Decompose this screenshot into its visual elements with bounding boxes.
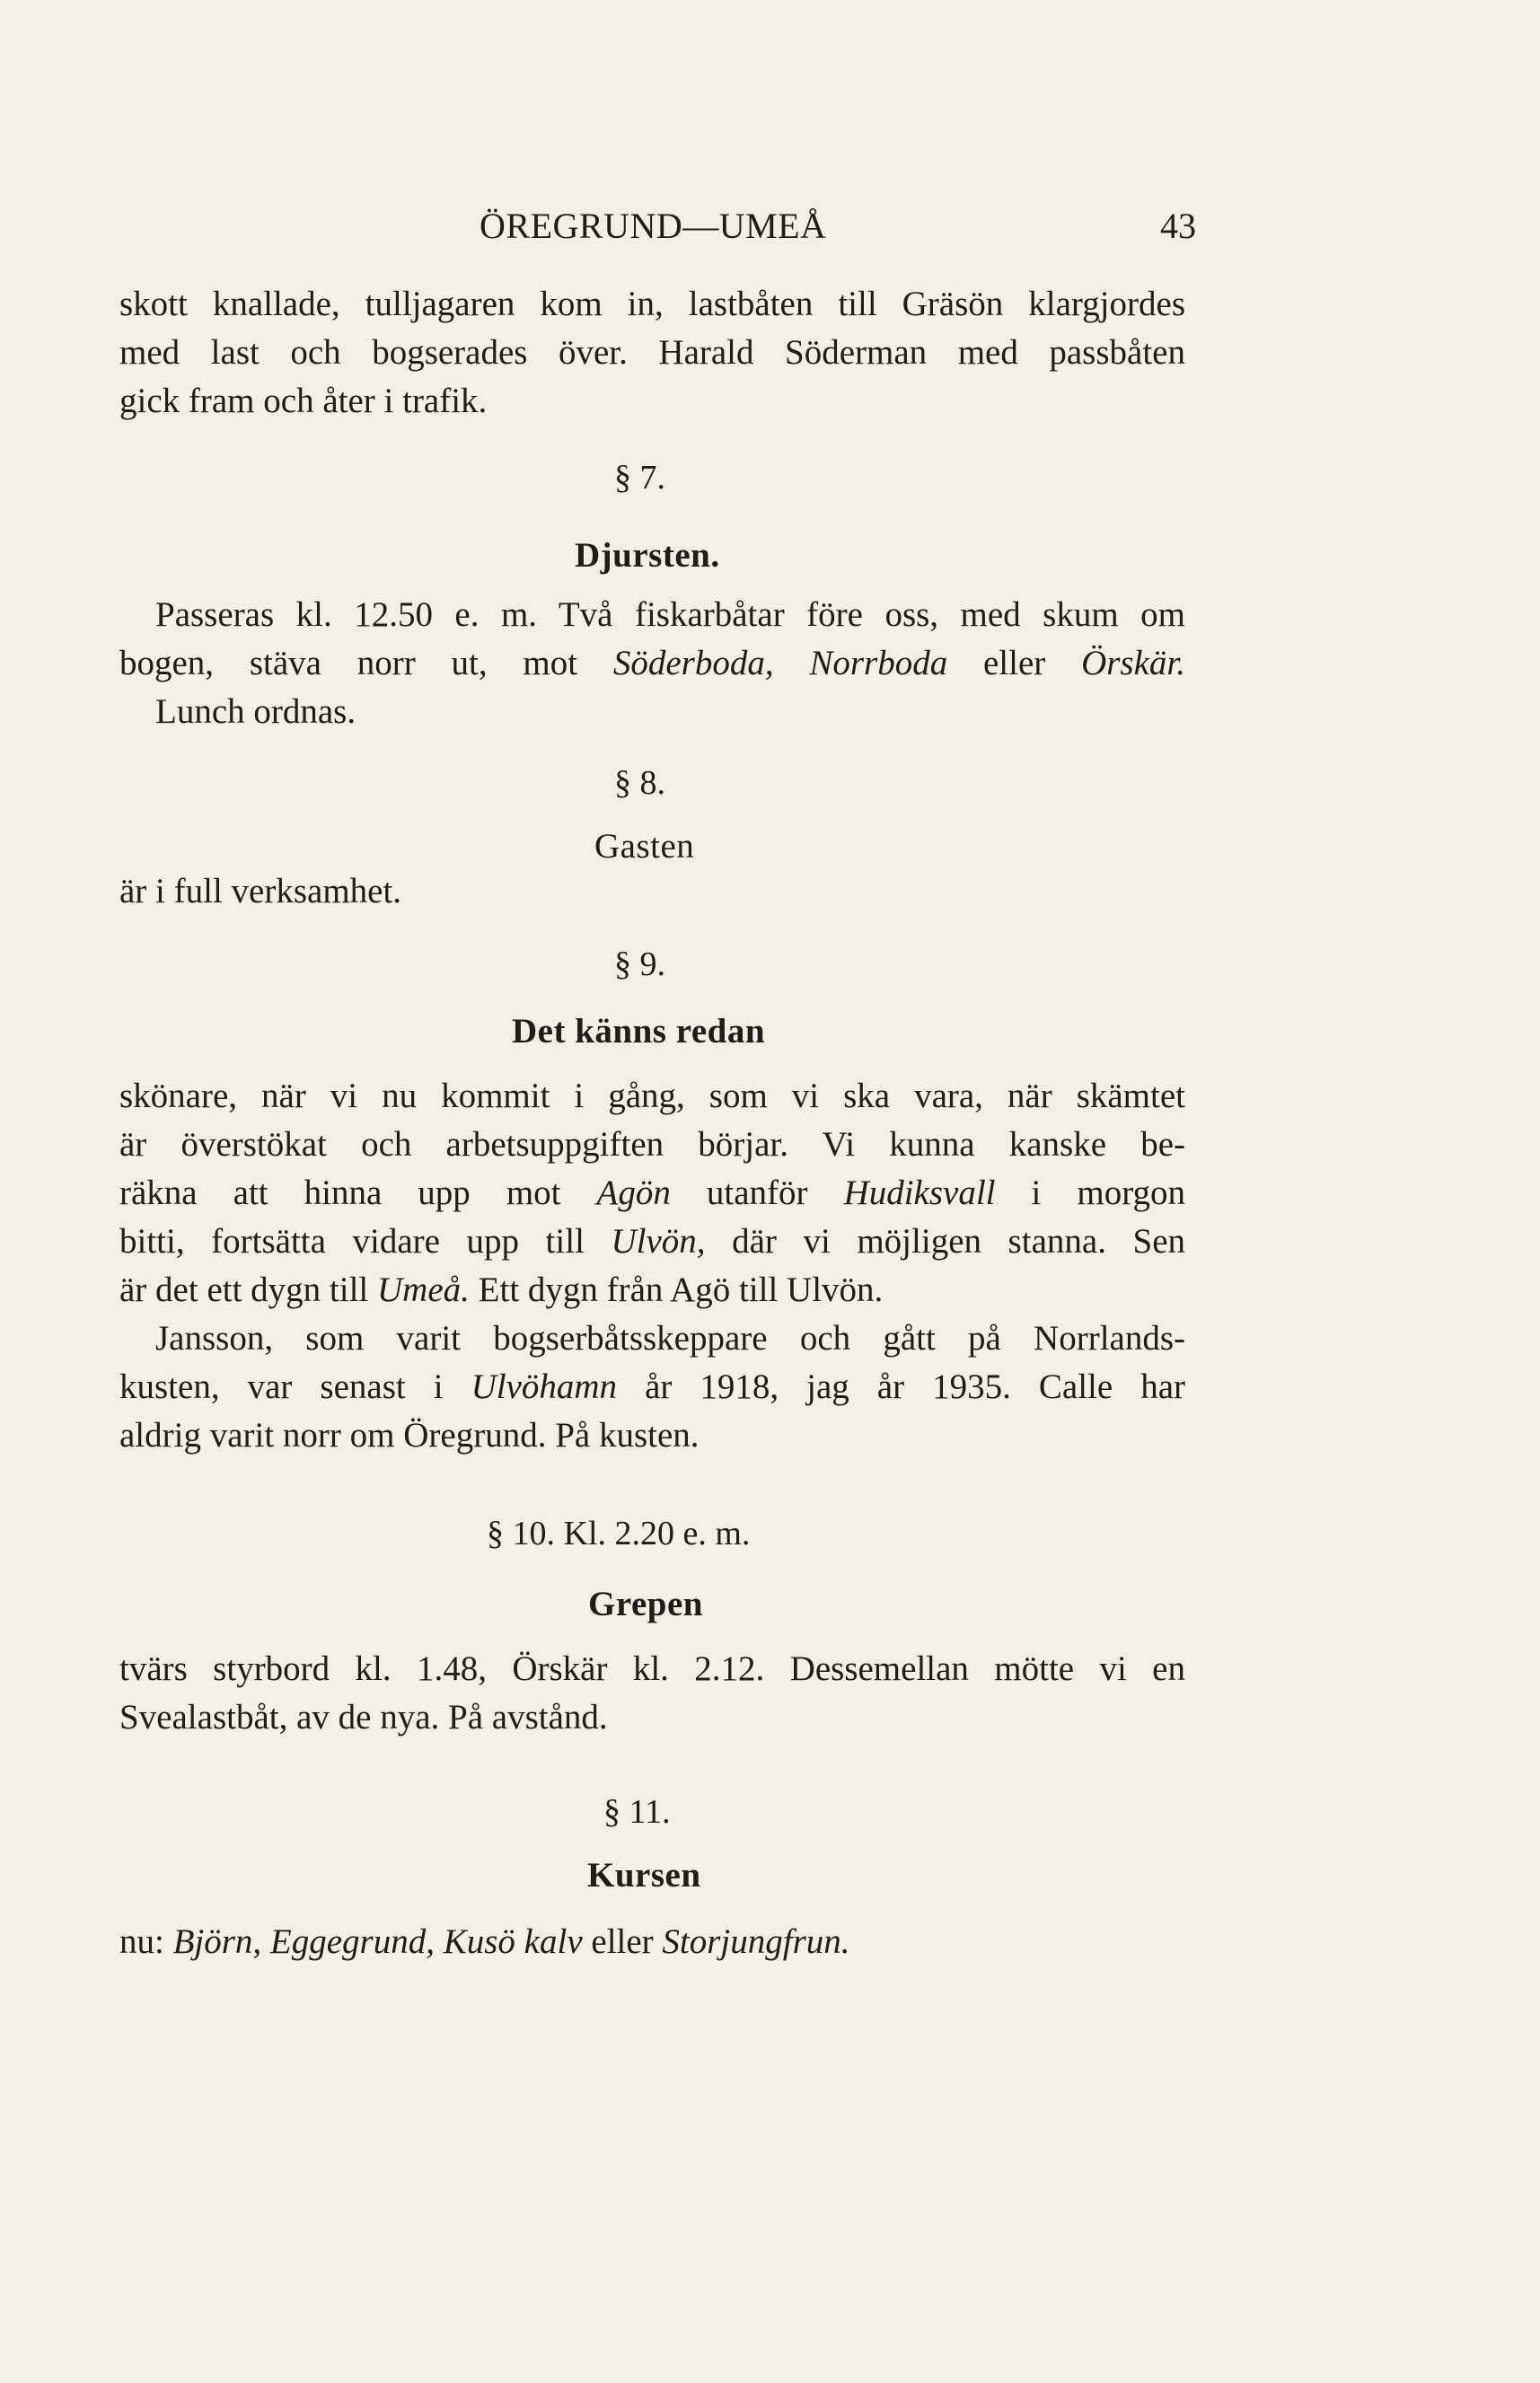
text-line: bogen, stäva norr ut, mot Söderboda, Norrboda eller Örskär.: [119, 644, 1185, 682]
text-line: gick fram och åter i trafik.: [119, 382, 488, 420]
text-line: kusten, var senast i Ulvöhamn år 1918, jag år 1935. Calle har: [119, 1367, 1186, 1406]
section-7-paragraph: [119, 591, 1185, 736]
section-heading-djursten: Djursten.: [575, 536, 720, 575]
text-line: Jansson, som varit bogserbåtsskeppare och gått på Norrlands-: [155, 1319, 1185, 1358]
text-line: Svealastbåt, av de nya. På avstånd.: [119, 1698, 608, 1737]
text-line: bitti, fortsätta vidare upp till Ulvön, där vi möjligen stanna. Sen: [119, 1222, 1186, 1261]
page-number: 43: [1160, 206, 1196, 246]
section-10-paragraph: [119, 1645, 1185, 1742]
section-8-text: är i full verksamhet.: [119, 872, 402, 910]
text-line: skönare, när vi nu kommit i gång, som vi ska vara, när skämtet: [119, 1077, 1185, 1115]
section-9-paragraph: [119, 1072, 1185, 1460]
section-heading-gasten: Gasten: [594, 827, 695, 866]
text-line: är det ett dygn till Umeå. Ett dygn från Agö till Ulvön.: [119, 1271, 884, 1309]
section-number-9: § 9.: [614, 945, 665, 983]
text-line: Lunch ordnas.: [155, 692, 356, 731]
running-title: ÖREGRUND—UMEÅ: [480, 206, 827, 246]
section-number-10: § 10. Kl. 2.20 e. m.: [487, 1515, 751, 1552]
section-number-8: § 8.: [614, 764, 665, 802]
section-11-text: nu: Björn, Eggegrund, Kusö kalv eller Storjungfrun.: [119, 1922, 850, 1961]
text-line: med last och bogserades över. Harald Söderman med passbåten: [119, 333, 1185, 372]
section-heading-det-kanns-redan: Det känns redan: [512, 1012, 766, 1051]
page-header: [480, 205, 1196, 259]
section-number-11: § 11.: [603, 1793, 671, 1831]
section-number-7: § 7.: [614, 459, 665, 497]
text-line: räkna att hinna upp mot Agön utanför Hudiksvall i morgon: [119, 1174, 1185, 1212]
intro-paragraph: [119, 280, 1185, 426]
text-line: tvärs styrbord kl. 1.48, Örskär kl. 2.12. Dessemellan mötte vi en: [119, 1649, 1185, 1688]
text-line: är överstökat och arbetsuppgiften börjar. Vi kunna kanske be-: [119, 1125, 1185, 1164]
text-line: Passeras kl. 12.50 e. m. Två fiskarbåtar före oss, med skum om: [155, 595, 1185, 634]
text-line: skott knallade, tulljagaren kom in, lastbåten till Gräsön klargjordes: [119, 285, 1185, 323]
section-heading-kursen: Kursen: [587, 1856, 701, 1895]
text-line: aldrig varit norr om Öregrund. På kusten.: [119, 1416, 700, 1455]
section-heading-grepen: Grepen: [588, 1585, 703, 1623]
